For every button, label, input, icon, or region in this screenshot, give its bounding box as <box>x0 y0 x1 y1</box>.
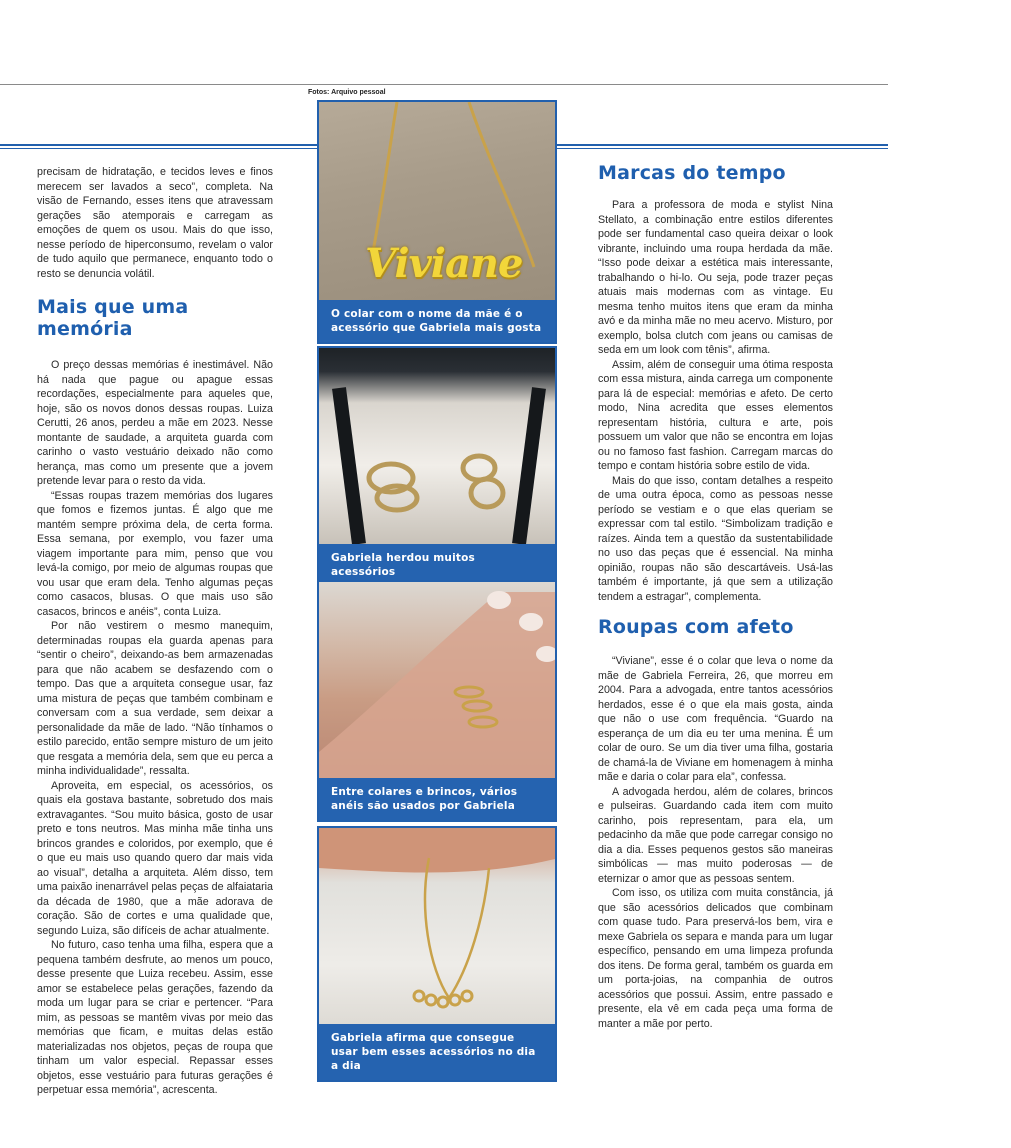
article-paragraph: Por não vestirem o mesmo manequim, determinadas roupas ela guarda apenas para “sentir o cheiro”, deixando-as bem armazenadas para que não acabem se desfazendo com o tempo. Das que a arquiteta consegue usar, faz uma mistura de peças que também combinam e conversam com a sua verdade, sem deixar a personalidade da mãe de lado. “Não tínhamos o estilo parecido, então sempre misturo de um jeito que resgata a memória dela, sem que eu perca a minha individualidade”, ressalta. <box>37 620 273 777</box>
article-paragraph: A advogada herdou, além de colares, brincos e pulseiras. Guardando cada item com muito carinho, pois representam, para ela, um pedacinho da mãe que pode carregar consigo no dia a dia. Esses pequenos gestos são maneiras simbólicas — mas muito poderosas — de eternizar o amor que as pessoas sentem. <box>598 785 833 885</box>
necklace-photo <box>319 102 555 300</box>
article-paragraph: No futuro, caso tenha uma filha, espera que a pequena também desfrute, ao menos um pouco, desse presente que Luiza recebeu. Assim, esse amor se estabelece pelas gerações, fazendo da moda um lugar para se criar e pertencer. “Para mim, as pessoas se mantêm vivas por meio das memórias que ficam, e muitas delas estão materializadas nos objetos, peças de roupa que tinham um valor especial. Repassar esses objetos, esse vestuário para futuras gerações é perpetuar essa memória”, acrescenta. <box>37 939 273 1096</box>
intro-paragraph: precisam de hidratação, e tecidos leves e finos merecem ser lavados a seco”, completa. Na visão de Fernando, esses itens que atravessam gerações são atemporais e carregam as emoções de quem os usou. Mais do que isso, nesse período de hiperconsumo, revelam o valor de tudo aquilo que permanece, enquanto todo o resto se denuncia volátil. <box>37 166 273 280</box>
article-paragraph: Assim, além de conseguir uma ótima resposta com essa mistura, ainda carrega um componente para lá de especial: memórias e afeto. De certo modo, Nina acredita que esses elementos representam história, cultura e arte, pois possuem um valor que não se encontra em lojas ou no famoso fast fashion. Carregam marcas do tempo e contam história sobre estilo de vida. <box>598 358 833 472</box>
nameplate-text: Viviane <box>365 240 523 287</box>
photo-credit: Fotos: Arquivo pessoal <box>308 89 386 96</box>
photo-caption: Gabriela afirma que consegue usar bem esses acessórios no dia a dia <box>319 1024 555 1080</box>
article-paragraph: Para a professora de moda e stylist Nina Stellato, a combinação entre estilos diferentes pode ser fundamental caso queira deixar o look vibrante, incluindo uma roupa herdada da mãe. “Isso pode deixar a estética mais interessante, trabalhando o hi-lo. Ou seja, pode trazer peças atuais mais modernas com as vintage. Eu mesma tenho muitos itens que eram da minha avó e da minha mãe no meu acervo. Misturo, por exemplo, bolsa clutch com jeans ou camisas de seda em um look com tênis”, afirma. <box>598 199 833 356</box>
article-paragraph: Mais do que isso, contam detalhes a respeito de uma outra época, como as pessoas nesse período se vestiam e o que elas queriam se expressar com tal estilo. “Simbolizam tradição e raízes. Ainda tem a questão da sustentabilidade no uso das peças que é essencial. Na minha opinião, roupas não são descartáveis. Usá-las também é importante, já que sem a utilização tendem a estragar”, complementa. <box>598 474 833 603</box>
section-title-marcas: Marcas do tempo <box>598 162 786 184</box>
article-paragraph: Com isso, os utiliza com muita constância, já que são acessórios delicados que combinam com quase tudo. Para preservá-los bem, vira e mexe Gabriela os separa e manda para um lugar específico, pensando em uma limpeza profunda dos itens. De forma geral, também os guarda em um porta-joias, na companhia de outros acessórios que possui. Assim, entre passado e presente, ela vê em cada peça uma forma de manter a mãe por perto. <box>598 887 833 1030</box>
photo-card-earrings <box>317 346 557 588</box>
necklace-on-hand-photo <box>319 828 555 1024</box>
top-rule <box>0 84 888 85</box>
hand-graphic <box>319 582 555 778</box>
article-paragraph: “Essas roupas trazem memórias dos lugares que fomos e fizemos juntas. É algo que me mantém sempre próxima dela, de certa forma. Essa semana, por exemplo, vou fazer uma viagem importante para mim, penso que vou levá-la comigo, por meio de algumas roupas que vou usar que eram dela. Tenho algumas peças como casacos, blusas. O que mais uso são casacos, brincos e anéis”, conta Luiza. <box>37 489 273 618</box>
article-paragraph: O preço dessas memórias é inestimável. Não há nada que pague ou apague essas recordações, especialmente para aqueles que, hoje, são os novos donos dessas roupas. Luiza Cerutti, 26 anos, perdeu a mãe em 2023. Nesse montante de saudade, a arquiteta guarda com carinho o vasto vestuário deixado não como herança, mas como um presente que a jovem pretende levar para o resto da vida. <box>37 359 273 487</box>
right-column <box>598 160 833 1031</box>
photo-card-hand <box>317 580 557 822</box>
section-title-memoria: Mais que uma memória <box>37 296 189 340</box>
left-column <box>37 165 273 1098</box>
photo-caption: Entre colares e brincos, vários anéis são usados por Gabriela <box>319 778 555 820</box>
earrings-photo <box>319 348 555 544</box>
photo-card-necklace <box>317 100 557 344</box>
article-paragraph: Aproveita, em especial, os acessórios, os quais ela gostava bastante, sobretudo dos mais extravagantes. “Sou muito básica, gosto de usar preto e tons neutros. Mas minha mãe tinha uns brincos grandes e coloridos, por exemplo, que é o que eu mais uso quando quero dar mais vida ao visual”, detalha a arquiteta. Além disso, tem uma paixão inenarrável pelas peças de alfaiataria da década de 1980, que a mãe adorava de coração. São de cortes e uma qualidade que, segundo Luiza, são difíceis de achar atualmente. <box>37 779 273 937</box>
photo-card-necklace-hand <box>317 826 557 1082</box>
earrings-graphic <box>319 348 555 544</box>
article-paragraph: “Viviane”, esse é o colar que leva o nome da mãe de Gabriela Ferreira, 26, que morreu em 2004. Para a advogada, entre tantos acessórios herdados, esse é o que ela mais gosta, ainda que não o use com frequência. “Guardo na esperança de um dia eu ter uma menina. É um colar de ouro. Se um dia tiver uma filha, gostaria de chamá-la de Viviane em homenagem à minha mãe e daria o colar para ela”, confessa. <box>598 655 833 783</box>
section-title-afeto: Roupas com afeto <box>598 616 794 638</box>
photo-caption: Gabriela herdou muitos acessórios <box>319 544 555 586</box>
hand-rings-photo <box>319 582 555 778</box>
photo-caption: O colar com o nome da mãe é o acessório que Gabriela mais gosta <box>319 300 555 342</box>
necklace-hand-graphic <box>319 828 555 1024</box>
